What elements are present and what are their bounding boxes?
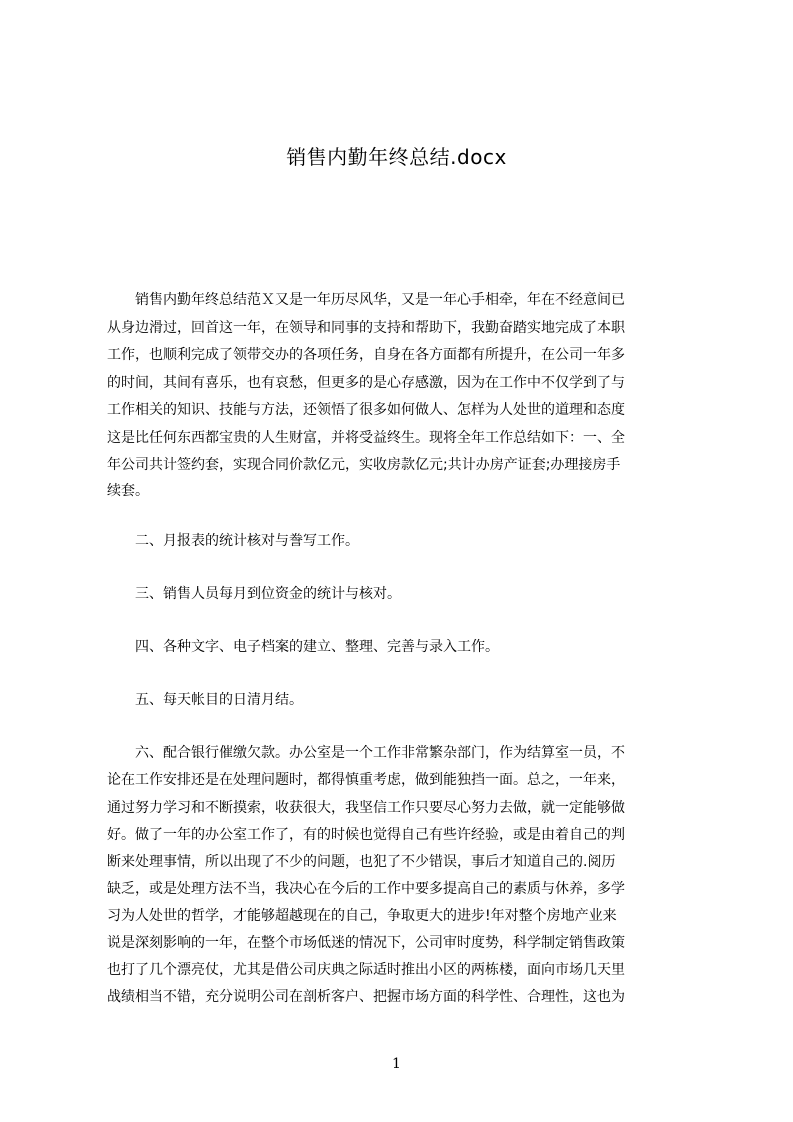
text-line: 销售内勤年终总结范Ｘ又是一年历尽风华，又是一年心手相牵，年在不经意间已 <box>107 292 625 308</box>
text-line: 从身边滑过，回首这一年，在领导和同事的支持和帮助下，我勤奋踏实地完成了本职 <box>107 320 625 336</box>
text-line: 也打了几个漂亮仗，尤其是借公司庆典之际适时推出小区的两栋楼，面向市场几天里 <box>107 962 625 978</box>
text-line: 工作，也顺利完成了领带交办的各项任务，自身在各方面都有所提升，在公司一年多 <box>107 347 625 363</box>
text-line: 的时间，其间有喜乐，也有哀愁，但更多的是心存感激，因为在工作中不仅学到了与 <box>107 375 625 391</box>
text-line: 战绩相当不错，充分说明公司在剖析客户、把握市场方面的科学性、合理性，这也为 <box>107 989 625 1005</box>
list-item-3: 三、销售人员每月到位资金的统计与核对。 <box>107 586 401 602</box>
text-line: 工作相关的知识、技能与方法，还领悟了很多如何做人、怎样为人处世的道理和态度 <box>107 402 625 418</box>
text-line: 六、配合银行催缴欠款。办公室是一个工作非常繁杂部门，作为结算室一员，不 <box>107 745 625 761</box>
list-item-5: 五、每天帐目的日清月结。 <box>107 692 303 708</box>
text-line: 通过努力学习和不断摸索，收获很大，我坚信工作只要尽心努力去做，就一定能够做 <box>107 800 625 816</box>
text-line: 习为人处世的哲学，才能够超越现在的自己，争取更大的进步!年对整个房地产业来 <box>107 908 617 924</box>
text-line: 续套。 <box>107 483 149 499</box>
text-line: 好。做了一年的办公室工作了，有的时候也觉得自己有些许经验，或是由着自己的判 <box>107 827 625 843</box>
text-line: 这是比任何东西都宝贵的人生财富，并将受益终生。现将全年工作总结如下：一、全 <box>107 430 625 446</box>
list-item-4: 四、各种文字、电子档案的建立、整理、完善与录入工作。 <box>107 639 499 655</box>
text-line: 年公司共计签约套，实现合同价款亿元，实收房款亿元;共计办房产证套;办理接房手 <box>107 457 621 473</box>
text-line: 说是深刻影响的一年，在整个市场低迷的情况下，公司审时度势，科学制定销售政策 <box>107 935 625 951</box>
text-line: 断来处理事情，所以出现了不少的问题，也犯了不少错误，事后才知道自己的.阅历 <box>107 854 616 870</box>
page-number: 1 <box>392 1056 401 1072</box>
document-title: 销售内勤年终总结.docx <box>286 145 507 169</box>
text-line: 缺乏，或是处理方法不当，我决心在今后的工作中要多提高自己的素质与休养，多学 <box>107 881 625 897</box>
list-item-2: 二、月报表的统计核对与誊写工作。 <box>107 533 359 549</box>
text-line: 论在工作安排还是在处理问题时，都得慎重考虑，做到能独挡一面。总之，一年来， <box>107 772 625 788</box>
